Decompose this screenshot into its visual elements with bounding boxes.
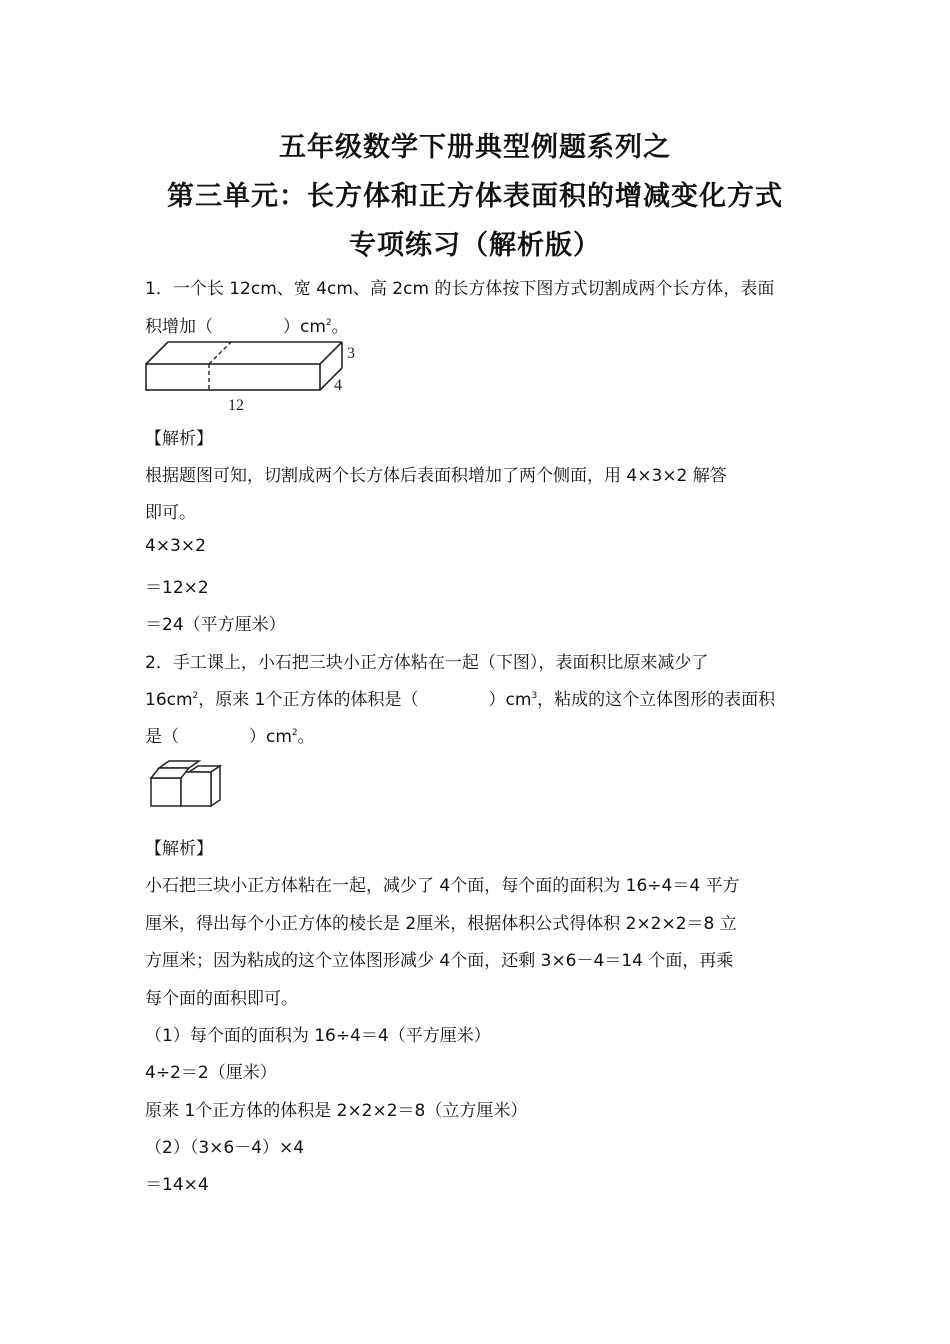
q2-line3-end: 。: [297, 727, 315, 747]
q2-sup-a: 2: [192, 691, 199, 701]
q1-calc-line3: ＝24（平方厘米）: [145, 615, 286, 635]
q2-text-line1: 2．手工课上，小石把三块小正方体粘在一起（下图），表面积比原来减少了: [145, 653, 709, 673]
q1-cuboid-figure: [140, 336, 370, 416]
q1-calc-line1: 4×3×2: [145, 536, 206, 556]
q1-height-label: 3: [347, 345, 355, 362]
q1-line2-end: 。: [331, 317, 349, 337]
doc-title-line2: 第三单元：长方体和正方体表面积的增减变化方式: [167, 181, 783, 212]
q1-line2-prefix: 积增加（: [145, 317, 213, 337]
q2-analysis-line1: 小石把三块小正方体粘在一起，减少了 4个面，每个面的面积为 16÷4＝4 平方: [145, 876, 740, 896]
q1-analysis-label: 【解析】: [145, 429, 213, 449]
q2-sup-c: 2: [291, 728, 298, 738]
q2-line2-c: ）cm: [488, 690, 532, 710]
q2-sup-b: 3: [531, 691, 538, 701]
q2-step-line4: （2）（3×6－4）×4: [145, 1138, 305, 1158]
q2-analysis-label: 【解析】: [145, 839, 213, 859]
q2-line2-d: ，粘成的这个立体图形的表面积: [537, 690, 776, 710]
q2-cubes-figure: [145, 758, 225, 813]
q1-text-line1: 1．一个长 12cm、宽 4cm、高 2cm 的长方体按下图方式切割成两个长方体，表面: [145, 279, 775, 299]
q2-text-line2: [145, 685, 775, 710]
q2-step-line2: 4÷2＝2（厘米）: [145, 1063, 277, 1083]
q2-step-line5: ＝14×4: [145, 1175, 209, 1195]
q1-line2-unit: ）cm: [283, 317, 326, 337]
q2-step-line3: 原来 1个正方体的体积是 2×2×2＝8（立方厘米）: [145, 1101, 528, 1121]
q2-text-line3: [145, 722, 315, 747]
q2-analysis-line3: 方厘米；因为粘成的这个立体图形减少 4个面，还剩 3×6－4＝14 个面，再乘: [145, 951, 734, 971]
q2-line3-prefix: 是（: [145, 727, 179, 747]
doc-title-line3: 专项练习（解析版）: [349, 230, 601, 261]
q2-line3-unit: ）cm: [249, 727, 292, 747]
q1-analysis-line2: 即可。: [145, 503, 196, 523]
q1-width-label: 4: [334, 377, 342, 394]
q2-analysis-line4: 每个面的面积即可。: [145, 989, 298, 1009]
q2-line2-a: 16cm: [145, 690, 193, 710]
doc-title-line1: 五年级数学下册典型例题系列之: [279, 132, 671, 163]
q1-calc-line2: ＝12×2: [145, 578, 209, 598]
q1-sup: 2: [325, 318, 332, 328]
q2-step-line1: （1）每个面的面积为 16÷4＝4（平方厘米）: [145, 1026, 491, 1046]
q1-analysis-line1: 根据题图可知，切割成两个长方体后表面积增加了两个侧面，用 4×3×2 解答: [145, 466, 727, 486]
q2-line2-b: ，原来 1个正方体的体积是（: [198, 690, 419, 710]
q2-analysis-line2: 厘米，得出每个小正方体的棱长是 2厘米，根据体积公式得体积 2×2×2＝8 立: [145, 914, 737, 934]
q1-length-label: 12: [228, 397, 244, 414]
q1-text-line2: [145, 312, 349, 337]
